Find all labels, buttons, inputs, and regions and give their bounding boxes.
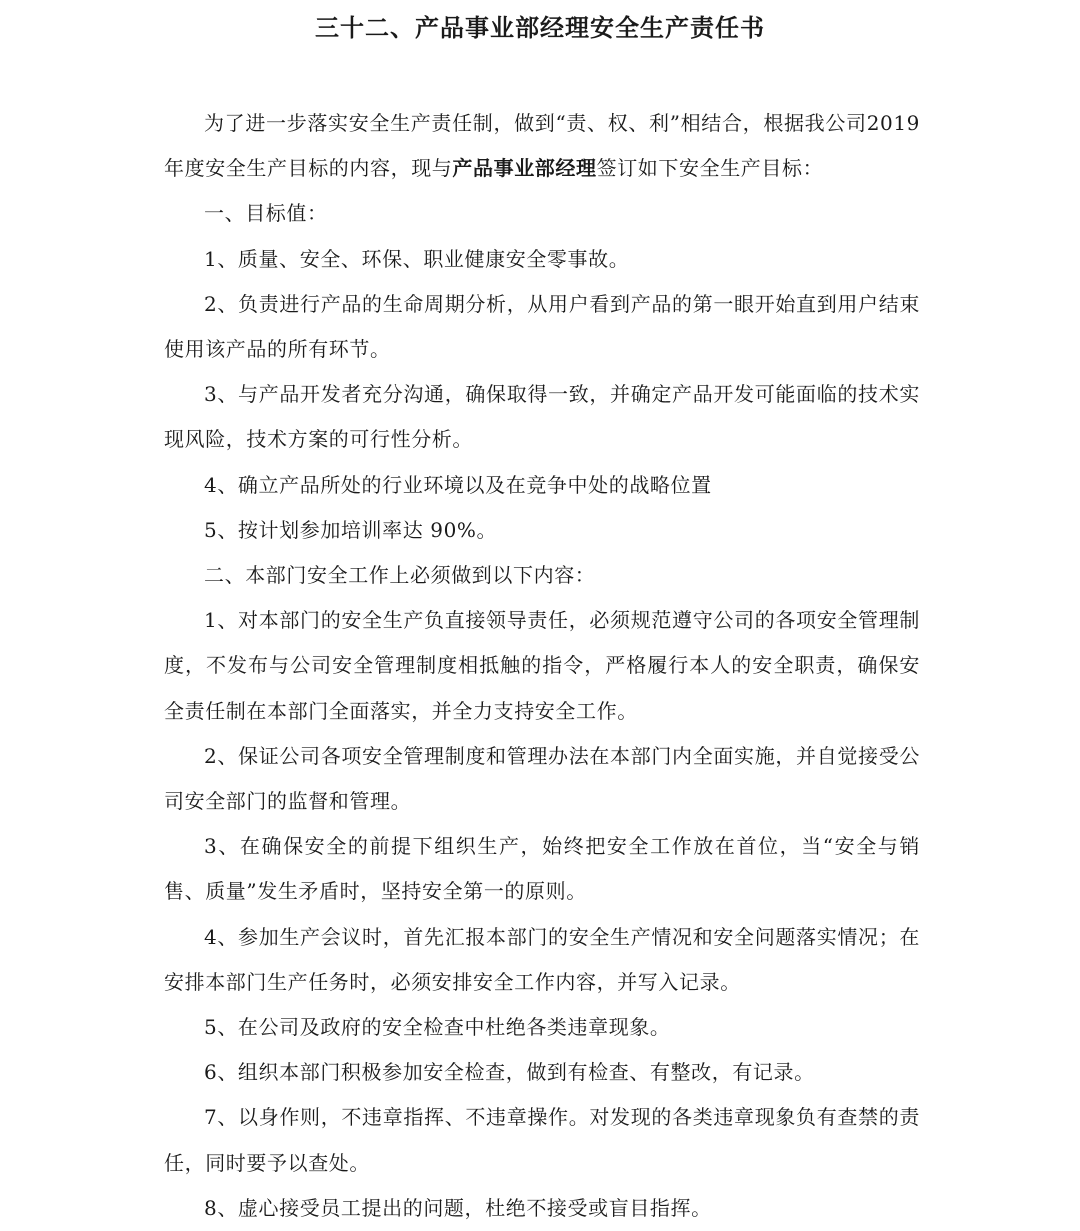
section-2-item: 6、组织本部门积极参加安全检查，做到有检查、有整改，有记录。 [204, 1060, 815, 1085]
section-2-item: 2、保证公司各项安全管理制度和管理办法在本部门内全面实施，并自觉接受公司安全部门的监督和管理。 [164, 743, 920, 814]
section-2-heading: 二、本部门安全工作上必须做到以下内容： [204, 563, 596, 588]
section-2-item: 5、在公司及政府的安全检查中杜绝各类违章现象。 [204, 1015, 671, 1040]
intro-text-before: 为了进一步落实安全生产责任制，做到“责、权、利”相结合，根据我公司2019 年度安全生产目标的内容，现与 [164, 111, 920, 181]
section-2-item: 3、在确保安全的前提下组织生产，始终把安全工作放在首位，当“安全与销售、质量”发生矛盾时，坚持安全第一的原则。 [164, 834, 920, 904]
section-1-item: 2、负责进行产品的生命周期分析，从用户看到产品的第一眼开始直到用户结束使用该产品的所有环节。 [164, 291, 920, 362]
section-2-item: 4、参加生产会议时，首先汇报本部门的安全生产情况和安全问题落实情况；在安排本部门生产任务时，必须安排安全工作内容，并写入记录。 [164, 924, 920, 994]
intro-bold-position: 产品事业部经理 [452, 156, 597, 181]
intro-paragraph [164, 101, 920, 191]
section-2-item: 8、虚心接受员工提出的问题，杜绝不接受或盲目指挥。 [204, 1195, 712, 1220]
section-2-item: 1、对本部门的安全生产负直接领导责任，必须规范遵守公司的各项安全管理制度，不发布与公司安全管理制度相抵触的指令，严格履行本人的安全职责，确保安全责任制在本部门全面落实，并全力支持安全工作。 [164, 608, 920, 723]
document-body [164, 101, 920, 1231]
section-2-item: 7、以身作则，不违章指挥、不违章操作。对发现的各类违章现象负有查禁的责任，同时要予以查处。 [164, 1105, 920, 1175]
section-1-item: 3、与产品开发者充分沟通，确保取得一致，并确定产品开发可能面临的技术实现风险，技术方案的可行性分析。 [164, 382, 920, 452]
section-1-item: 4、确立产品所处的行业环境以及在竞争中处的战略位置 [204, 472, 712, 497]
section-1-item: 5、按计划参加培训率达 90%。 [204, 517, 498, 542]
document-title: 三十二、产品事业部经理安全生产责任书 [315, 13, 765, 42]
section-1-item: 1、质量、安全、环保、职业健康安全零事故。 [204, 246, 630, 271]
section-1-heading: 一、目标值： [204, 201, 328, 226]
intro-text-after: 签订如下安全生产目标： [596, 156, 824, 181]
